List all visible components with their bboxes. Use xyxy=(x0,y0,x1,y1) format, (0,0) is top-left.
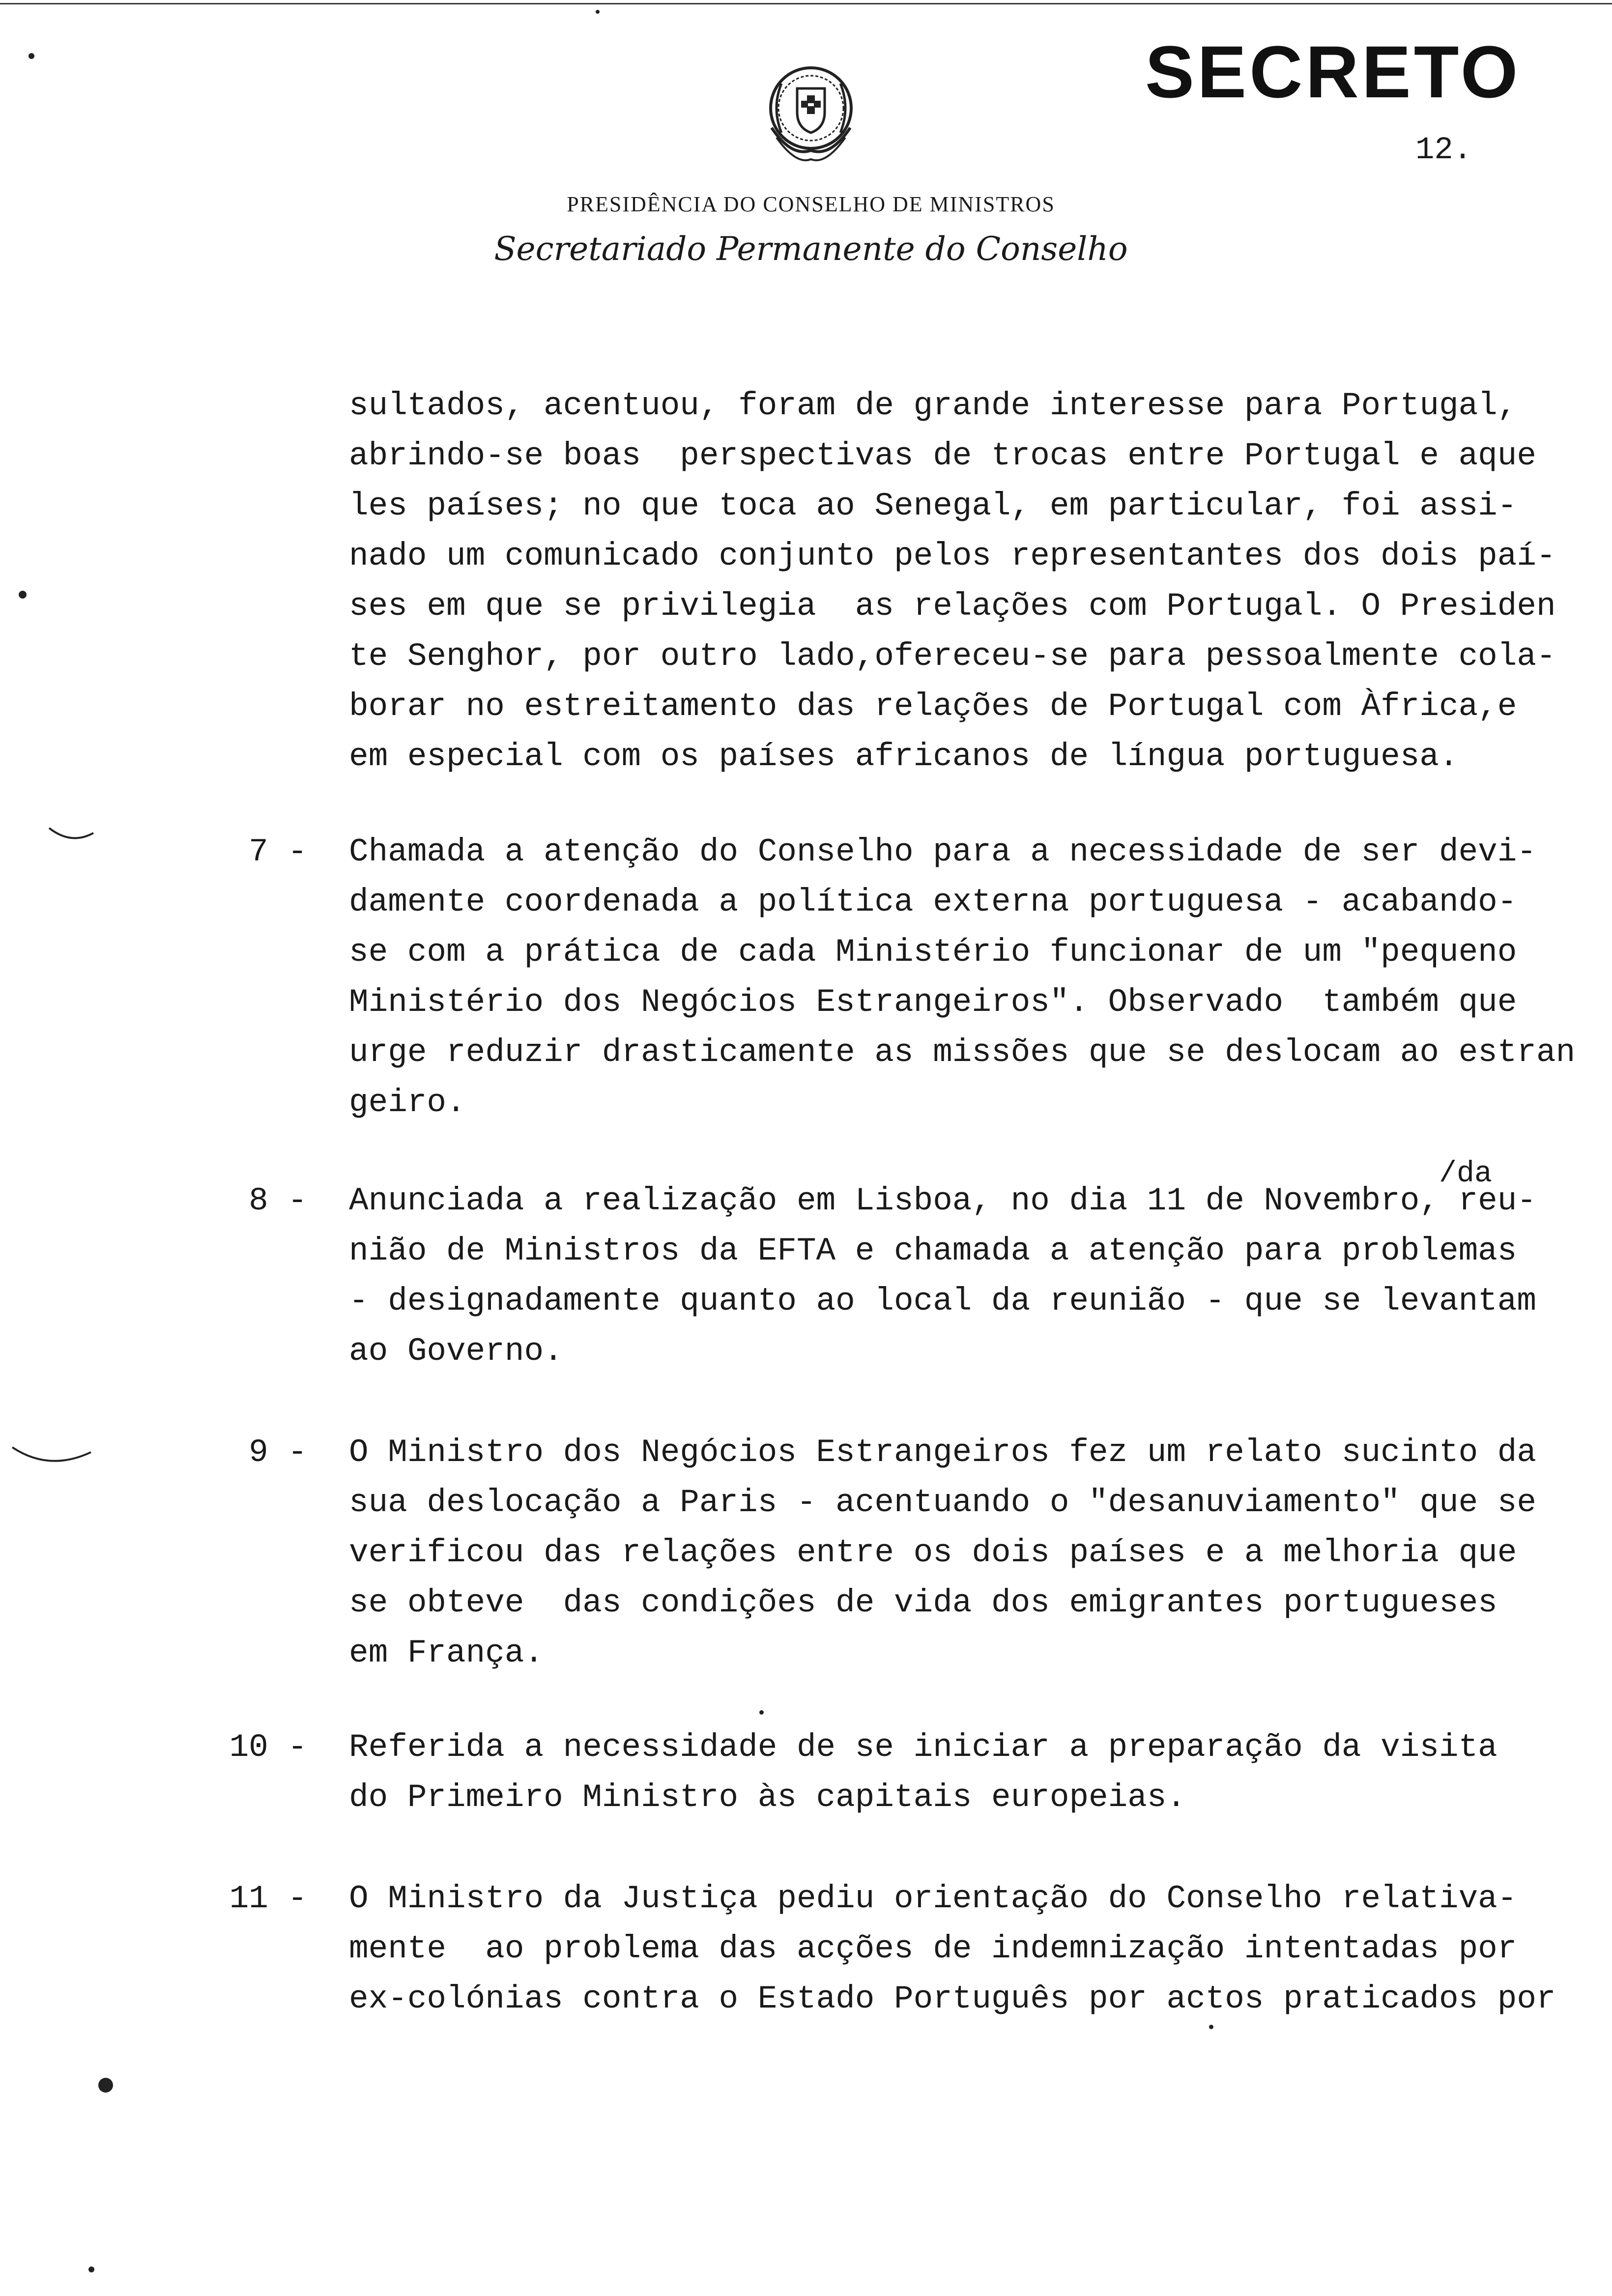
speck xyxy=(1209,2025,1213,2029)
item-number: 10 - xyxy=(229,1729,307,1766)
text-line: Anunciada a realização em Lisboa, no dia 11 de Novembro, reu- xyxy=(349,1182,1536,1219)
text-line: geiro. xyxy=(349,1084,466,1121)
speck xyxy=(759,1710,764,1715)
top-border-line xyxy=(0,3,1612,4)
text-line: Referida a necessidade de se iniciar a preparação da visita xyxy=(349,1729,1497,1766)
text-line: ao Governo. xyxy=(349,1333,563,1370)
text-line: O Ministro dos Negócios Estrangeiros fez um relato sucinto da xyxy=(349,1434,1536,1471)
text-line: Ministério dos Negócios Estrangeiros". Observado também que xyxy=(349,984,1517,1021)
coat-of-arms-emblem xyxy=(752,54,870,172)
item-number: 9 - xyxy=(249,1434,307,1471)
text-line: sultados, acentuou, foram de grande interesse para Portugal, xyxy=(349,387,1517,424)
speck xyxy=(29,53,34,59)
classification-stamp: SECRETO xyxy=(1145,30,1521,113)
text-line: nião de Ministros da EFTA e chamada a atenção para problemas xyxy=(349,1233,1517,1269)
item-text xyxy=(349,1722,1578,1823)
text-line: ses em que se privilegia as relações com Portugal. O Presiden xyxy=(349,588,1556,625)
text-line: em especial com os países africanos de língua portuguesa. xyxy=(349,738,1459,775)
item-text xyxy=(349,1428,1578,1678)
item-text xyxy=(349,827,1578,1128)
speck xyxy=(88,2267,94,2272)
text-line: damente coordenada a política externa portuguesa - acabando- xyxy=(349,884,1517,920)
text-line: do Primeiro Ministro às capitais europeias. xyxy=(349,1779,1186,1816)
text-line: - designadamente quanto ao local da reunião - que se levantam xyxy=(349,1283,1536,1320)
text-line: mente ao problema das acções de indemnização intentadas por xyxy=(349,1930,1517,1967)
item-text xyxy=(349,1176,1578,1377)
text-line: nado um comunicado conjunto pelos representantes dos dois paí- xyxy=(349,538,1556,574)
text-line: Chamada a atenção do Conselho para a necessidade de ser devi- xyxy=(349,833,1536,870)
text-line: se obteve das condições de vida dos emigrantes portugueses xyxy=(349,1584,1497,1621)
text-line: ex-colónias contra o Estado Português por actos praticados por xyxy=(349,1980,1556,2017)
text-line: te Senghor, por outro lado,ofereceu-se para pessoalmente cola- xyxy=(349,638,1556,675)
text-line: em França. xyxy=(349,1635,544,1671)
speck xyxy=(596,10,600,14)
punch-hole-mark xyxy=(10,1445,93,1469)
text-line: borar no estreitamento das relações de Portugal com Àfrica,e xyxy=(349,688,1517,725)
text-line: urge reduzir drasticamente as missões que se deslocam ao estran xyxy=(349,1034,1576,1071)
text-line: sua deslocação a Paris - acentuando o "desanuviamento" que se xyxy=(349,1484,1536,1521)
punch-hole-mark xyxy=(47,826,96,845)
speck xyxy=(98,2078,113,2093)
handwritten-insertion: /da xyxy=(1439,1157,1493,1191)
text-line: se com a prática de cada Ministério funcionar de um "pequeno xyxy=(349,934,1517,971)
text-line: les países; no que toca ao Senegal, em particular, foi assi- xyxy=(349,488,1517,524)
text-line: abrindo-se boas perspectivas de trocas entre Portugal e aque xyxy=(349,437,1536,474)
item-number: 8 - xyxy=(249,1182,307,1219)
intro-paragraph xyxy=(349,381,1578,782)
item-number: 11 - xyxy=(229,1880,307,1917)
department-name: Secretariado Permanente do Conselho xyxy=(494,230,1128,268)
item-number: 7 - xyxy=(249,833,307,870)
institution-name: PRESIDÊNCIA DO CONSELHO DE MINISTROS xyxy=(567,192,1055,216)
speck xyxy=(19,591,27,599)
text-line: verificou das relações entre os dois países e a melhoria que xyxy=(349,1534,1517,1571)
item-text xyxy=(349,1874,1578,2024)
text-line: O Ministro da Justiça pediu orientação do Conselho relativa- xyxy=(349,1880,1517,1917)
page-number: 12. xyxy=(1415,133,1472,168)
